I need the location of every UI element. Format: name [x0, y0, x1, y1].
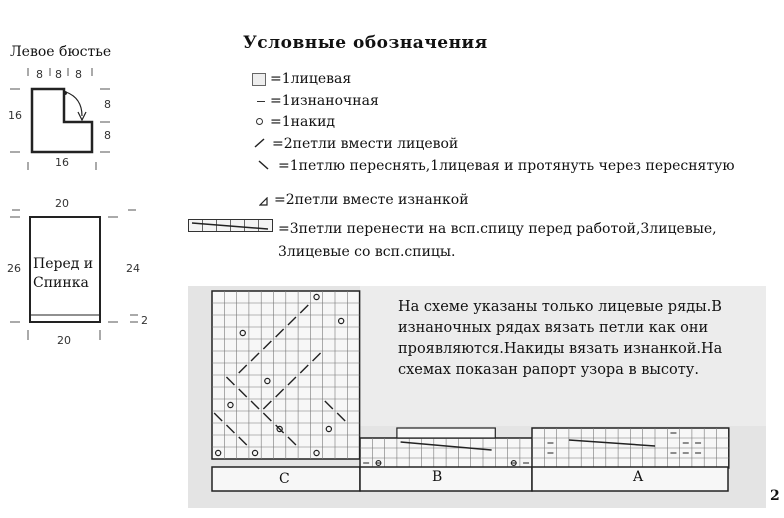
- front-back-label-line2: Спинка: [33, 275, 89, 291]
- dim-top-b: 8: [55, 68, 62, 81]
- dim-top-c: 8: [75, 68, 82, 81]
- note-line: изнаночных рядах вязать петли как они: [398, 320, 709, 336]
- note-line: На схеме указаны только лицевые ряды.В: [398, 299, 722, 315]
- dim-right: 24: [126, 262, 140, 275]
- legend-item-p2tog: =2петли вместе изнанкой: [274, 192, 469, 208]
- dim-bottom: 20: [57, 334, 71, 347]
- chart-b-top-row: [397, 428, 495, 438]
- page-number: 2: [770, 488, 780, 504]
- chart-a-label-box: [532, 467, 728, 491]
- legend-item-purl: =1изнаночная: [270, 93, 379, 109]
- note-line: проявляются.Накиды вязать изнанкой.На: [398, 341, 723, 357]
- chart-label-a: A: [633, 469, 644, 485]
- chart-label-c: C: [279, 471, 290, 487]
- dim-right-small: 2: [141, 314, 148, 327]
- chart-label-b: B: [432, 469, 443, 485]
- legend-item-cable-line1: =3петли перенести на всп.спицу перед работой,3лицевые,: [278, 221, 717, 237]
- chart-b-label-box: [360, 467, 532, 491]
- front-back-label-line1: Перед и: [33, 256, 94, 272]
- dim-right-b: 8: [104, 129, 111, 142]
- legend-item-knit: =1лицевая: [270, 71, 352, 87]
- legend-item-cable-line2: 3лицевые со всп.спицы.: [278, 244, 456, 260]
- left-bust-title: Левое бюстье: [10, 44, 112, 60]
- legend-item-yo: =1накид: [270, 114, 336, 130]
- dim-bottom: 16: [55, 156, 69, 169]
- legend-item-skp: =1петлю переснять,1лицевая и протянуть через переснятую: [278, 158, 735, 174]
- note-line: схемах показан рапорт узора в высоту.: [398, 362, 699, 378]
- legend-item-k2tog: =2петли вмести лицевой: [272, 136, 459, 152]
- dim-top: 20: [55, 197, 69, 210]
- dim-left: 26: [7, 262, 21, 275]
- dim-left: 16: [8, 109, 22, 122]
- dim-right-a: 8: [104, 98, 111, 111]
- dim-top-a: 8: [36, 68, 43, 81]
- legend-title: Условные обозначения: [243, 33, 488, 53]
